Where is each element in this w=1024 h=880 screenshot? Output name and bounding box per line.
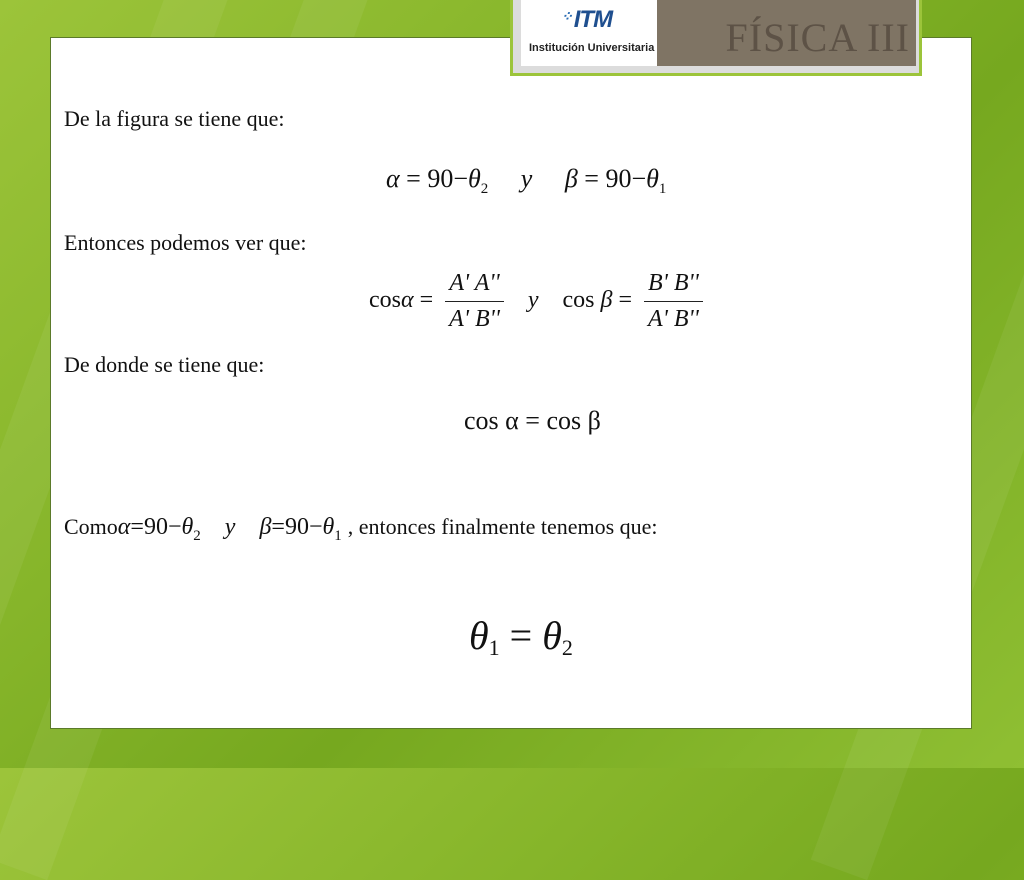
- from-where-text: De donde se tiene que:: [64, 352, 265, 377]
- logo-text: Institución Universitaria: [529, 42, 655, 54]
- logo-short: ITM: [573, 6, 613, 33]
- slide-content-area: [50, 37, 972, 729]
- equation-cos-equal: cos α = cos β: [464, 406, 601, 435]
- then-text: Entonces podemos ver que:: [64, 230, 307, 255]
- conclusion-line: $Como\alpha=90-\theta_2$ y $\beta=90-\theta_1$ , entonces finalmente tenemos que:: [64, 514, 658, 544]
- institution-logo: [521, 0, 657, 66]
- header-banner: [510, 0, 922, 76]
- final-equation: $\theta_1 = \theta_2$: [469, 613, 573, 660]
- logo-dots-icon: ⁘: [561, 8, 572, 24]
- intro-text: De la figura se tiene que:: [64, 106, 285, 131]
- equation-cosines: cosα = $\frac{A' A''}{A' B''}$ y cos β = $\frac{B' B''}{A' B''}$: [369, 270, 709, 333]
- page-title: FÍSICA III: [725, 15, 910, 60]
- title-panel: [657, 0, 916, 66]
- equation-angles: $\alpha = 90-\theta_2$ y $\beta = 90-\theta_1$: [386, 164, 667, 197]
